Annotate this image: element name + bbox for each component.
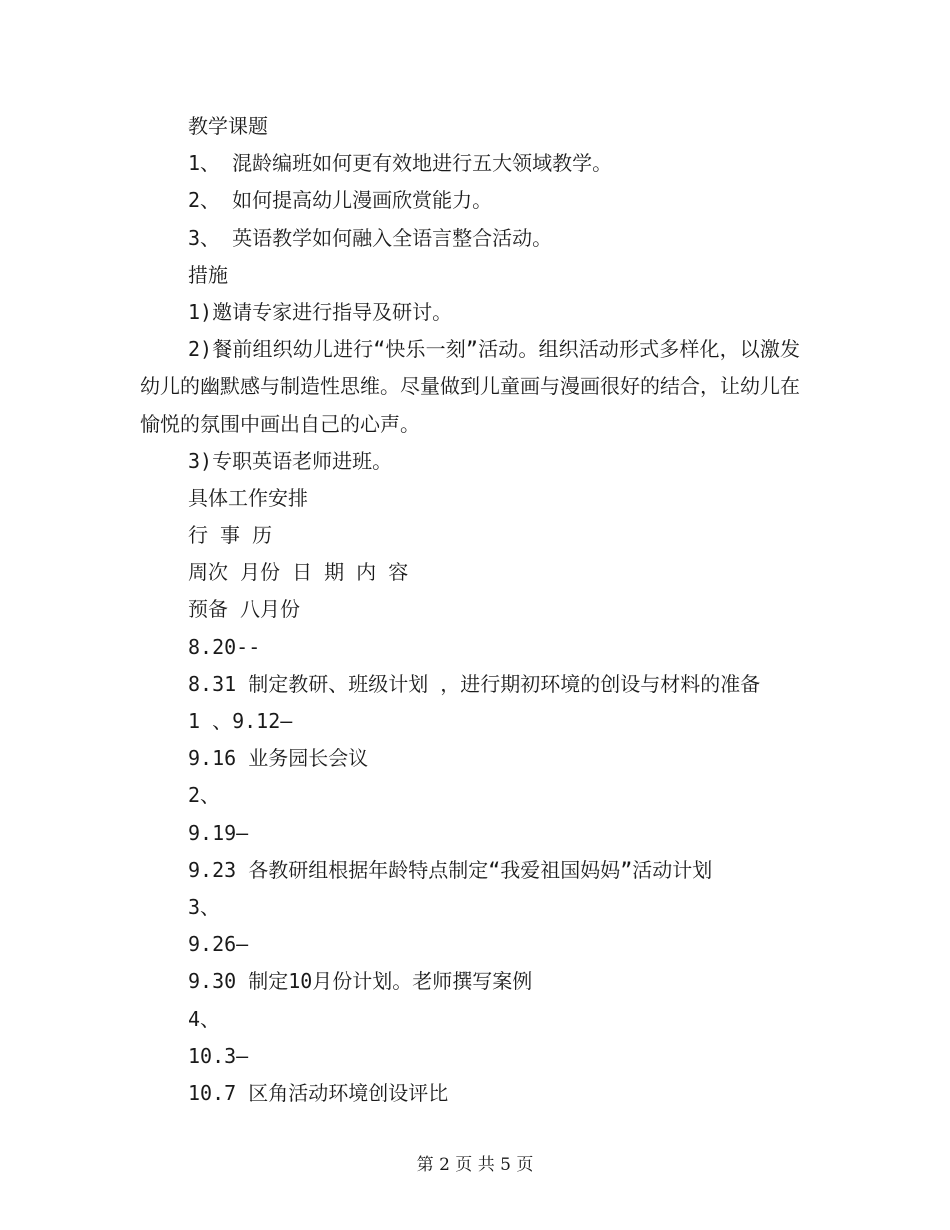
calendar-line: 10.3— [188, 1043, 249, 1068]
calendar-title: 行 事 历 [188, 523, 273, 548]
list-item: 3)专职英语老师进班。 [188, 448, 393, 473]
calendar-line: 8.20-- [188, 634, 261, 659]
calendar-line: 9.16 业务园长会议 [188, 746, 369, 771]
calendar-header: 周次 月份 日 期 内 容 [188, 560, 409, 585]
list-item: 1、 混龄编班如何更有效地进行五大领域教学。 [188, 151, 613, 176]
list-item: 2、 如何提高幼儿漫画欣赏能力。 [188, 188, 493, 213]
calendar-line: 1 、9.12— [188, 709, 293, 734]
calendar-line: 9.23 各教研组根据年龄特点制定“我爱祖国妈妈”活动计划 [188, 857, 713, 882]
document-body [140, 108, 810, 1112]
body-paragraph: 2)餐前组织幼儿进行“快乐一刻”活动。组织活动形式多样化，以激发幼儿的幽默感与制造性思维。尽量做到儿童画与漫画很好的结合，让幼儿在愉悦的氛围中画出自己的心声。 [140, 337, 800, 436]
section-heading: 教学课题 [188, 114, 268, 138]
calendar-line: 3、 [188, 894, 221, 919]
section-heading: 具体工作安排 [188, 485, 308, 510]
calendar-line: 8.31 制定教研、班级计划 ，进行期初环境的创设与材料的准备 [188, 671, 761, 696]
calendar-line: 预备 八月份 [188, 597, 301, 622]
calendar-line: 4、 [188, 1006, 221, 1031]
calendar-line: 9.19— [188, 820, 249, 845]
calendar-line: 2、 [188, 783, 221, 808]
calendar-line: 10.7 区角活动环境创设评比 [188, 1080, 449, 1105]
calendar-line: 9.30 制定10月份计划。老师撰写案例 [188, 969, 533, 994]
section-heading: 措施 [188, 262, 228, 287]
list-item: 3、 英语教学如何融入全语言整合活动。 [188, 225, 553, 250]
list-item: 1)邀请专家进行指导及研讨。 [188, 299, 453, 324]
page-number-footer: 第 2 页 共 5 页 [416, 1155, 534, 1175]
calendar-line: 9.26— [188, 932, 249, 957]
